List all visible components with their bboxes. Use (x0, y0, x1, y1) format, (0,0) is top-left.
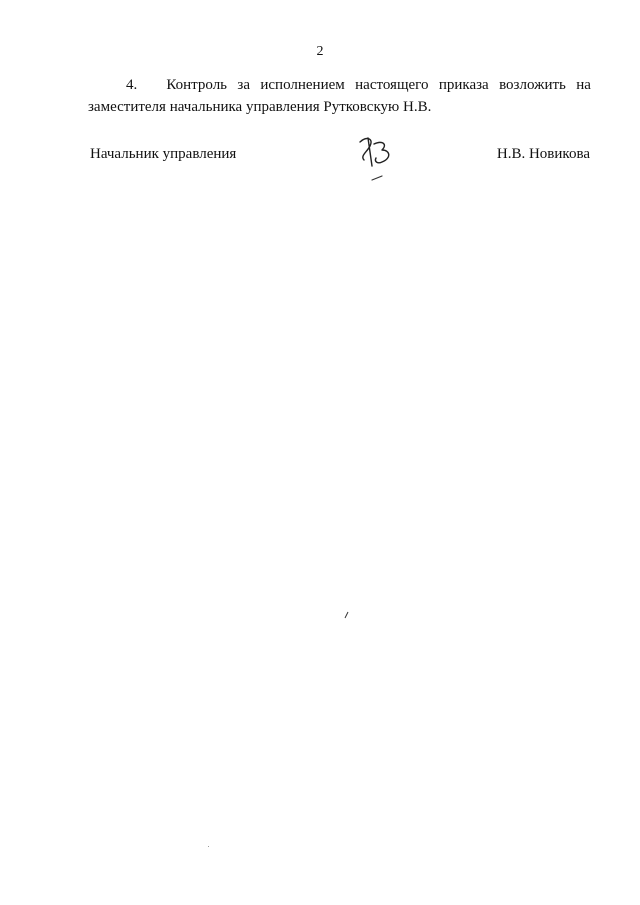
word: возложить (499, 77, 566, 93)
word: Контроль (166, 77, 228, 93)
paragraph-item-4 (88, 74, 591, 118)
word: на (576, 77, 591, 93)
word: за (237, 77, 250, 93)
page-number: 2 (316, 44, 324, 59)
word: настоящего (355, 77, 429, 93)
word: приказа (438, 77, 489, 93)
word: исполнением (260, 77, 345, 93)
signature-icon (352, 132, 402, 187)
scan-dot (208, 846, 209, 847)
signatory-title: Начальник управления (90, 146, 237, 162)
scan-mark (342, 610, 350, 620)
signatory-name: Н.В. Новикова (496, 146, 590, 162)
item-number: 4. (126, 77, 138, 93)
paragraph-line-2: заместителя начальника управления Рутковскую Н.В. (88, 99, 432, 115)
paragraph-line-1 (88, 74, 591, 96)
